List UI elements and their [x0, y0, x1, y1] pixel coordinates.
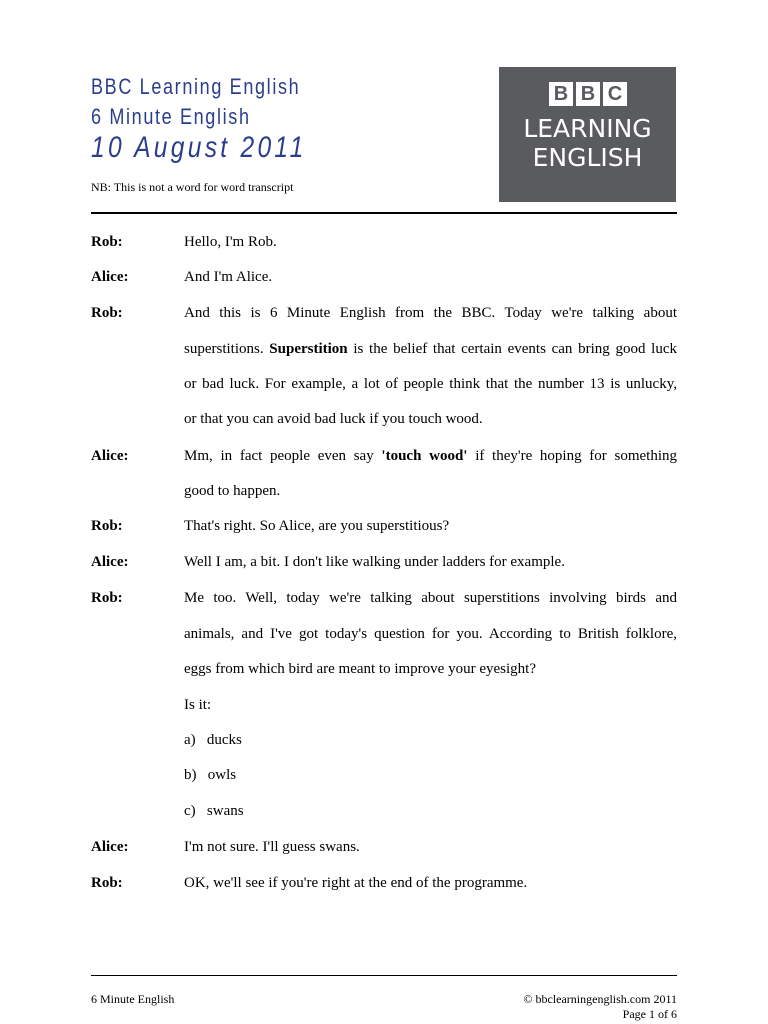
transcript-line: And this is 6 Minute English from the BBC. Today we're talking about [184, 305, 677, 321]
transcript-line: And I'm Alice. [184, 269, 273, 285]
transcript-line: or that you can avoid bad luck if you touch wood. [184, 411, 483, 427]
transcript-text: Mm, in fact people even say [184, 448, 374, 464]
key-term-superstition: Superstition [269, 341, 348, 357]
speaker-label: Rob: [91, 875, 123, 891]
speaker-label: Rob: [91, 518, 123, 534]
episode-date: 10 August 2011 [91, 131, 307, 164]
footer-programme-name: 6 Minute English [91, 992, 175, 1006]
answer-option-b: b) owls [184, 767, 237, 783]
speaker-label: Rob: [91, 234, 123, 250]
transcript-line: Well I am, a bit. I don't like walking under ladders for example. [184, 554, 565, 570]
transcript-text: if they're hoping for something [475, 448, 677, 464]
transcript-line: good to happen. [184, 483, 281, 499]
transcript-line: Me too. Well, today we're talking about superstitions involving birds and [184, 590, 677, 606]
footer-right [523, 992, 677, 1022]
footer-copyright: © bbclearningenglish.com 2011 [523, 992, 677, 1006]
speaker-label: Alice: [91, 839, 129, 855]
footer-divider [91, 975, 677, 976]
bbc-letter-b1: B [549, 82, 573, 106]
transcript-text: is the belief that certain events can bring good luck [353, 341, 678, 357]
transcript-text: superstitions. [184, 341, 264, 357]
speaker-label: Rob: [91, 590, 123, 606]
transcript-line [184, 446, 677, 466]
speaker-label: Alice: [91, 269, 129, 285]
programme-title: 6 Minute English [91, 104, 251, 129]
speaker-label: Alice: [91, 554, 129, 570]
answer-option-a: a) ducks [184, 732, 242, 748]
transcript-line: animals, and I've got today's question for you. According to British folklore, [184, 626, 677, 642]
bbc-letter-b2: B [576, 82, 600, 106]
header-divider [91, 212, 677, 214]
key-term-touch-wood: 'touch wood' [381, 448, 468, 464]
transcript-line: OK, we'll see if you're right at the end of the programme. [184, 875, 528, 891]
page-number: Page 1 of 6 [622, 1007, 677, 1021]
answer-option-c: c) swans [184, 803, 244, 819]
speaker-label: Alice: [91, 448, 129, 464]
bbc-letter-boxes [549, 82, 627, 106]
brand-title: BBC Learning English [91, 74, 301, 99]
logo-word-learning: LEARNING [523, 114, 652, 143]
question-prompt: Is it: [184, 697, 212, 713]
transcript-line: Hello, I'm Rob. [184, 234, 277, 250]
transcript-line: That's right. So Alice, are you superstitious? [184, 518, 450, 534]
transcript-line: I'm not sure. I'll guess swans. [184, 839, 360, 855]
transcript-line: eggs from which bird are meant to improve your eyesight? [184, 661, 536, 677]
bbc-learning-english-logo [499, 67, 676, 202]
bbc-letter-c: C [603, 82, 627, 106]
transcript-line: or bad luck. For example, a lot of people think that the number 13 is unlucky, [184, 376, 677, 392]
transcript-line [184, 339, 677, 359]
transcript-note: NB: This is not a word for word transcript [91, 180, 294, 194]
logo-word-english: ENGLISH [532, 143, 643, 172]
speaker-label: Rob: [91, 305, 123, 321]
